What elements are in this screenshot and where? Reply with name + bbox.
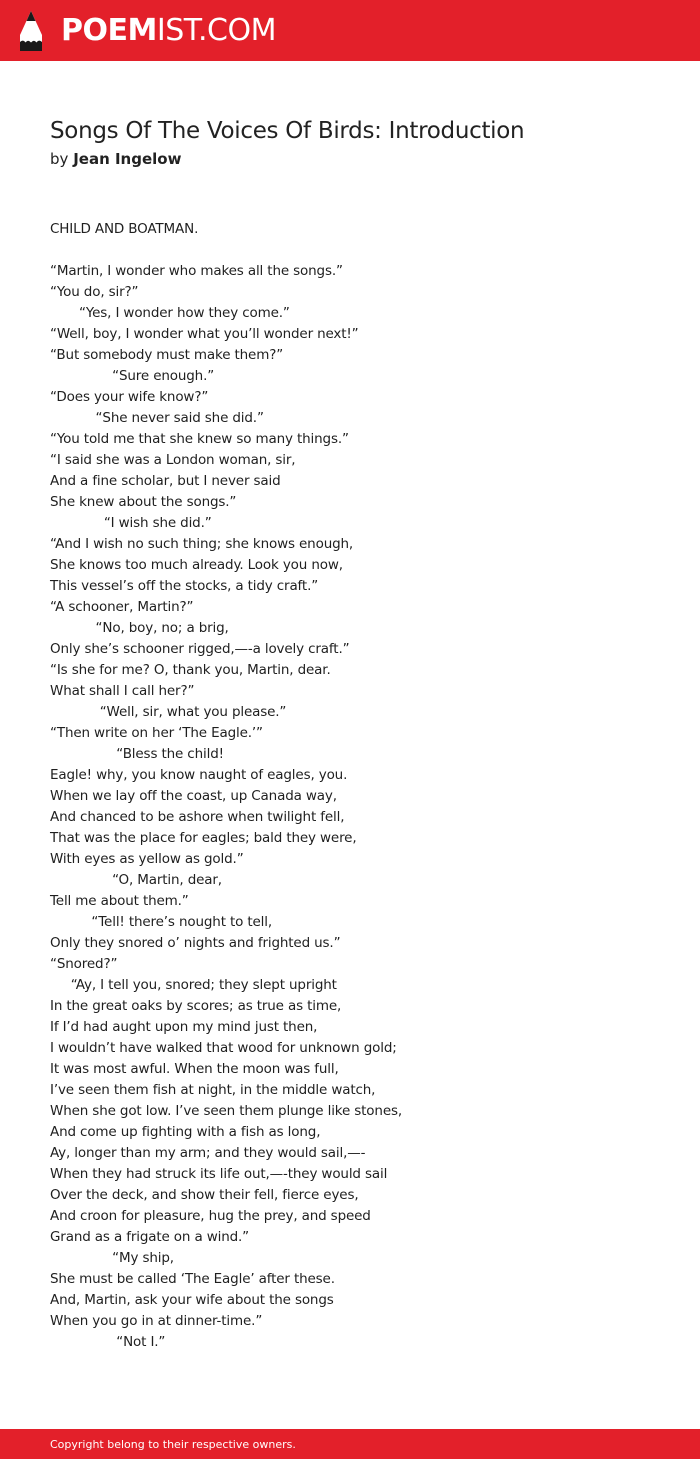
poem-line: Eagle! why, you know naught of eagles, you. [50,767,348,783]
poem-line: “Does your wife know?” [50,389,209,405]
poem-line: When she got low. I’ve seen them plunge like stones, [50,1103,403,1119]
poem-line: It was most awful. When the moon was full, [50,1061,339,1077]
site-footer [0,1429,700,1459]
poem-line: “But somebody must make them?” [50,347,284,363]
copyright-notice: Copyright belong to their respective owners. [50,1438,296,1451]
poem-line: Only they snored o’ nights and frighted us.” [50,935,341,951]
poem-line: “Martin, I wonder who makes all the songs.” [50,263,343,279]
poem-line: Ay, longer than my arm; and they would sail,—- [50,1145,366,1161]
poem-line: “No, boy, no; a brig, [50,620,229,636]
poem-line: This vessel’s off the stocks, a tidy craft.” [50,578,319,594]
poem-line: “I said she was a London woman, sir, [50,452,296,468]
site-logo[interactable] [61,11,276,51]
poem-line: “And I wish no such thing; she knows enough, [50,536,354,552]
poem-line: “Bless the child! [50,746,224,762]
logo-bold-text: POEM [61,13,157,48]
pencil-logo-icon [18,10,44,52]
by-label: by [50,150,69,168]
poem-line: “She never said she did.” [50,410,264,426]
poem-line: “Ay, I tell you, snored; they slept upright [50,977,337,993]
poem-line: “A schooner, Martin?” [50,599,194,615]
site-header [0,0,700,61]
poem-line: Over the deck, and show their fell, fierce eyes, [50,1187,359,1203]
poem-body [50,219,650,1353]
poem-line: When we lay off the coast, up Canada way, [50,788,337,804]
poem-line: She must be called ‘The Eagle’ after these. [50,1271,335,1287]
poem-line: CHILD AND BOATMAN. [50,221,199,237]
poem-author: Jean Ingelow [73,150,182,168]
poem-line: What shall I call her?” [50,683,195,699]
poem-line: I wouldn’t have walked that wood for unknown gold; [50,1040,397,1056]
poem-line: “My ship, [50,1250,174,1266]
poem-line: And come up fighting with a fish as long, [50,1124,321,1140]
poem-line: And chanced to be ashore when twilight fell, [50,809,345,825]
poem-line: Grand as a frigate on a wind.” [50,1229,250,1245]
poem-title: Songs Of The Voices Of Birds: Introduction [50,118,525,144]
poem-line: She knew about the songs.” [50,494,237,510]
poem-line: “Well, sir, what you please.” [50,704,287,720]
poem-line: “O, Martin, dear, [50,872,222,888]
poem-line: “Is she for me? O, thank you, Martin, dear. [50,662,331,678]
poem-line: “You do, sir?” [50,284,139,300]
poem-line: When you go in at dinner-time.” [50,1313,263,1329]
poem-line: I’ve seen them fish at night, in the middle watch, [50,1082,376,1098]
poem-byline [50,148,181,170]
poem-line: In the great oaks by scores; as true as time, [50,998,342,1014]
logo-light-text: IST.COM [156,13,276,48]
poem-line: And croon for pleasure, hug the prey, and speed [50,1208,371,1224]
poem-line: If I’d had aught upon my mind just then, [50,1019,318,1035]
poem-line: “Yes, I wonder how they come.” [50,305,290,321]
poem-line: That was the place for eagles; bald they were, [50,830,357,846]
poem-line: Only she’s schooner rigged,—-a lovely craft.” [50,641,350,657]
poem-line: And, Martin, ask your wife about the songs [50,1292,334,1308]
poem-line: “Well, boy, I wonder what you’ll wonder next!” [50,326,359,342]
poem-line: Tell me about them.” [50,893,189,909]
poem-line: “Snored?” [50,956,118,972]
poem-line: “I wish she did.” [50,515,212,531]
poem-line: And a fine scholar, but I never said [50,473,281,489]
poem-line: “You told me that she knew so many things.” [50,431,349,447]
poem-line: With eyes as yellow as gold.” [50,851,244,867]
poem-line [50,240,650,261]
poem-line: “Not I.” [50,1334,166,1350]
poem-line: “Tell! there’s nought to tell, [50,914,273,930]
poem-line: “Sure enough.” [50,368,215,384]
poem-line: When they had struck its life out,—-they would sail [50,1166,388,1182]
poem-line: She knows too much already. Look you now, [50,557,343,573]
poem-line: “Then write on her ‘The Eagle.’” [50,725,263,741]
